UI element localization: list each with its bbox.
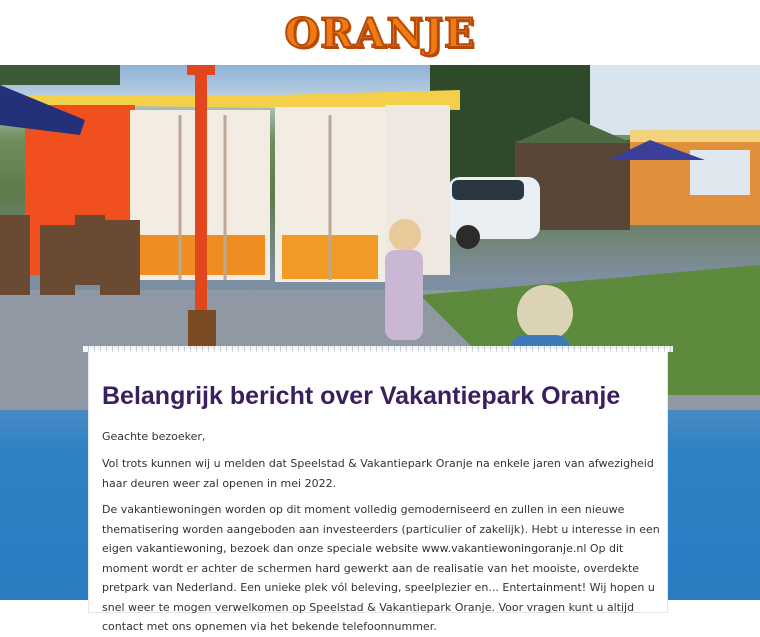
cabin-window-right bbox=[385, 105, 450, 275]
toddler-head bbox=[517, 285, 573, 341]
child-dress bbox=[385, 250, 423, 340]
cabin-right-window bbox=[690, 150, 750, 195]
child-head bbox=[389, 219, 421, 251]
chair bbox=[0, 215, 30, 295]
car-wheel bbox=[456, 225, 480, 249]
oranje-logo[interactable]: ORANJE bbox=[284, 10, 476, 57]
lamp-post-base bbox=[188, 310, 216, 350]
lamp-post-top bbox=[187, 65, 215, 75]
car-window bbox=[452, 180, 524, 200]
announcement-card bbox=[89, 352, 667, 633]
greeting-text: Geachte bezoeker, bbox=[102, 430, 206, 443]
paragraph-details: De vakantiewoningen worden op dit moment volledig gemoderniseerd en zullen in een nieuwe thematisering worden aangeboden aan investeerders (particulier of zakelijk). Hebt u interesse in een eigen vakantiewoning, bezoek dan onze speciale website www.vakantiewoningoranje.nl Op dit moment wordt er achter de schermen hard gewerkt aan de realisatie van het mooiste, overdekte pretpark van Nederland. Een unieke plek vól beleving, speelplezier en... Entertainment! Wij hopen u snel weer te mogen verwelkomen op Speelstad & Vakantiepark Oranje. Voor vragen kunt u altijd contact met ons opnemen via het bekende telefoonnummer. bbox=[102, 503, 660, 633]
chair bbox=[40, 225, 75, 295]
announcement-title: Belangrijk bericht over Vakantiepark Oranje bbox=[102, 382, 621, 410]
chair bbox=[100, 220, 140, 295]
site-header bbox=[0, 0, 760, 65]
trees-left bbox=[0, 65, 120, 85]
cabin-right-roof bbox=[630, 130, 760, 142]
lamp-post bbox=[195, 65, 207, 335]
paragraph-opening: Vol trots kunnen wij u melden dat Speelstad & Vakantiepark Oranje na enkele jaren van afwezigheid haar deuren weer zal openen in mei 2022. bbox=[102, 457, 654, 490]
